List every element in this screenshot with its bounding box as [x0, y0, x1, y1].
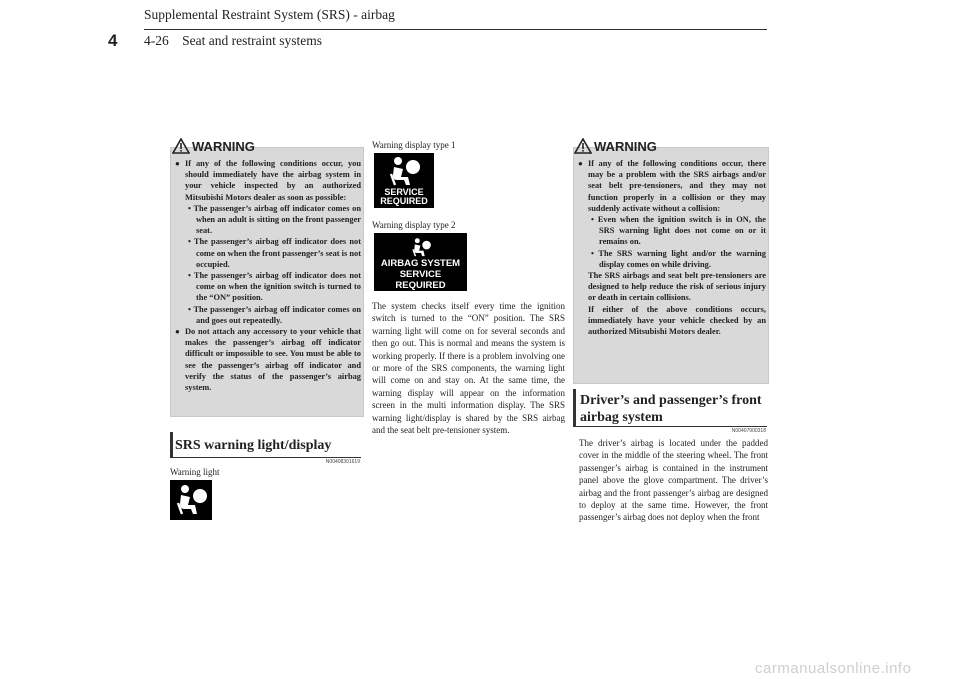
warning-label: WARNING [594, 138, 657, 154]
page-number: 4-26 [144, 33, 169, 48]
srs-warning-light-icon [170, 480, 212, 520]
warning-triangle-icon [574, 138, 592, 154]
display-type1-caption: Warning display type 1 [372, 140, 456, 150]
srs-body-text: The system checks itself every time the ignition switch is turned to the “ON” position. The SRS warning light will come on for several seconds and then go out. This is normal and means the system is working properly. If there is a problem involving one or more of the SRS components, the warning light will come on and stay on. At the same time, the warning display will appear on the information screen in the multi information display. The SRS warning light/display is shared by the SRS airbag and the seat belt pre-tensioner system. [372, 301, 565, 436]
warning-subitem: • The passenger’s airbag off indicator comes on when an adult is sitting on the front passenger seat. [188, 203, 361, 236]
airbag-person-icon [386, 155, 422, 187]
reference-code: N00408301619 [325, 459, 360, 465]
warning-list-right [578, 158, 766, 337]
warning-header [574, 138, 657, 154]
warning-triangle-icon [172, 138, 190, 154]
display-type2-caption: Warning display type 2 [372, 220, 456, 230]
warning-item: ● If any of the following conditions occur, you should immediately have the airbag system in your vehicle inspected by an authorized Mitsubishi Motors dealer as soon as possible: • The passenger’s airbag off indicator comes on when an adult is sitting on the front passenger seat. • The passenger’s airbag off indicator does not come on when the front passenger’s seat is not occupied. • The passenger’s airbag off indicator does not come on when the ignition switch is turned to the “ON” position. • The passenger’s airbag off indicator comes on and goes out repeatedly. [175, 158, 361, 326]
front-airbag-body-text: The driver’s airbag is located under the padded cover in the middle of the steering wheel. The front passenger’s airbag is contained in the instrument panel above the glove compartment. The driver’s airbag and the front passenger’s airbag are designed to deploy at the same time. However, the front passenger’s airbag does not deploy when the front [579, 438, 768, 523]
warning-subitem: • The passenger’s airbag off indicator does not come on when the front passenger’s seat is not occupied. [188, 237, 361, 269]
warning-box-left [170, 138, 364, 417]
warning-light-caption: Warning light [170, 467, 220, 477]
display-type2-line2: SERVICE REQUIRED [395, 269, 446, 291]
header-rule [144, 29, 767, 30]
warning-subitem: • The SRS warning light and/or the warning display comes on while driving. [591, 248, 766, 269]
warning-box-right [573, 138, 769, 384]
warning-header [172, 138, 255, 154]
warning-item: ● Do not attach any accessory to your vehicle that makes the passenger’s airbag off indicator difficult or impossible to see. You must be able to see the passenger’s airbag off indicator and verify the status of the passenger’s airbag system. [175, 326, 361, 393]
warning-subitem: • Even when the ignition switch is in ON, the SRS warning light does not come on or it remains on. [591, 215, 766, 247]
page-header-title: Supplemental Restraint System (SRS) - airbag [144, 7, 395, 22]
watermark: carmanualsonline.info [755, 660, 912, 677]
section-heading-srs: SRS warning light/display [175, 438, 332, 453]
warning-display-type2 [374, 233, 467, 291]
airbag-person-icon [408, 237, 434, 258]
warning-subitem: • The passenger’s airbag off indicator does not come on when the ignition switch is turned to the “ON” position. [188, 271, 361, 303]
warning-label: WARNING [192, 138, 255, 154]
section-name: Seat and restraint systems [182, 33, 322, 48]
warning-subitem: • The passenger’s airbag off indicator comes on and goes out repeatedly. [188, 304, 361, 325]
warning-paragraph: The SRS airbags and seat belt pre-tensioners are designed to help reduce the risk of serious injury or death in certain collisions. [588, 271, 766, 303]
airbag-person-icon [173, 483, 209, 517]
page-footer [144, 33, 322, 49]
warning-sublist [588, 214, 766, 270]
warning-item: ● If any of the following conditions occur, there may be a problem with the SRS airbags and/or seat belt pre-tensioners, and they may not function properly in a collision or they may suddenly activate without a collision: • Even when the ignition switch is in ON, the SRS warning light does not come on or it remains on. • The SRS warning light and/or the warning display comes on while driving. The SRS airbags and seat belt pre-tensioners are designed to help reduce the risk of serious injury or death in certain collisions. If either of the above conditions occurs, immediately have your vehicle checked by an authorized Mitsubishi Motors dealer. [578, 158, 766, 337]
chapter-tab-number: 4 [108, 31, 118, 50]
warning-paragraph: If either of the above conditions occurs, immediately have your vehicle checked by an authorized Mitsubishi Motors dealer. [588, 304, 766, 337]
display-type2-line1: AIRBAG SYSTEM [380, 258, 461, 269]
section-heading-front-airbag: Driver’s and passenger’s front airbag system [580, 393, 762, 425]
warning-list-left [175, 158, 361, 393]
display-type1-text: SERVICE REQUIRED [380, 187, 428, 206]
reference-code: N00407900318 [731, 428, 766, 434]
warning-sublist [185, 203, 361, 326]
warning-display-type1 [374, 153, 434, 208]
